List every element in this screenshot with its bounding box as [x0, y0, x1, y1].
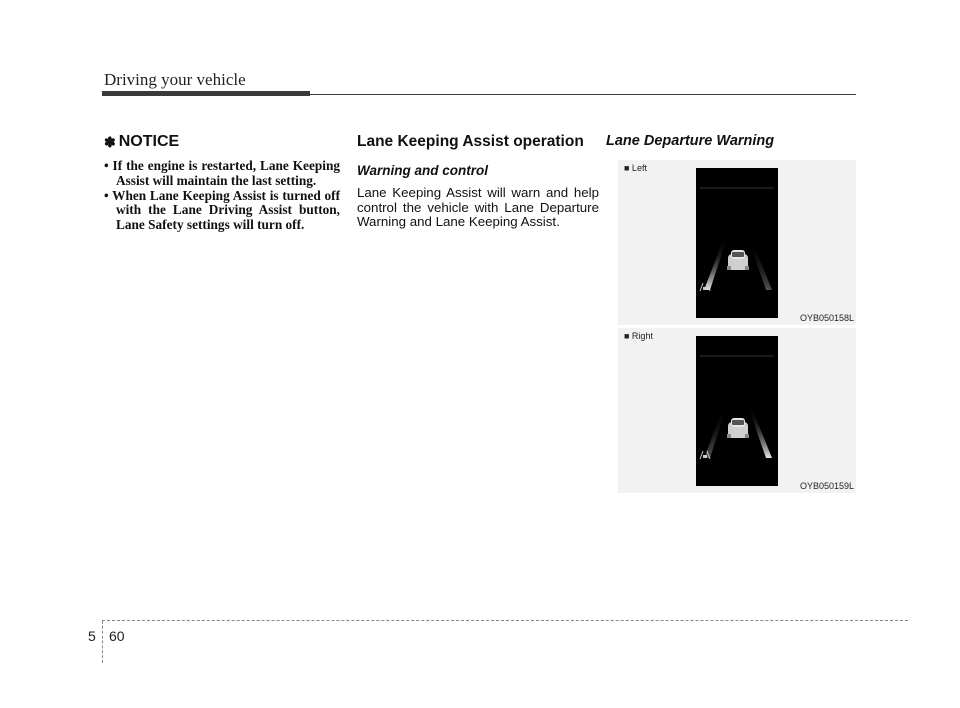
car-icon: [727, 418, 749, 438]
figure-left: [618, 160, 856, 325]
notice-box: [104, 133, 340, 233]
notice-title: NOTICE: [118, 133, 180, 150]
footer-page-number: 60: [109, 628, 125, 644]
cluster-display-left: [696, 168, 778, 318]
header-section-title: Driving your vehicle: [104, 70, 246, 89]
notice-list: [104, 159, 340, 233]
figure-right: [618, 328, 856, 493]
cluster-display-right: [696, 336, 778, 486]
operation-heading: Lane Keeping Assist operation: [357, 133, 584, 150]
footer-divider: [102, 621, 103, 663]
figure-left-code: OYB050158L: [799, 313, 854, 323]
lane-warning-right-illustration: [696, 336, 778, 486]
figure-right-label: ■ Right: [624, 331, 653, 341]
figure-right-code: OYB050159L: [799, 481, 854, 491]
notice-heading: [104, 133, 340, 151]
notice-item-1: • If the engine is restarted, Lane Keeping Assist will maintain the last setting.: [104, 158, 340, 188]
car-icon: [727, 250, 749, 270]
notice-item-2: • When Lane Keeping Assist is turned off with the Lane Driving Assist button, Lane Safety settings will turn off.: [104, 187, 340, 233]
header-rule-thick: [102, 91, 310, 96]
warning-control-subheading: Warning and control: [357, 163, 488, 178]
figure-left-label: ■ Left: [624, 163, 647, 173]
footer-rule: [102, 620, 908, 621]
operation-body: Lane Keeping Assist will warn and help control the vehicle with Lane Departure Warning and Lane Keeping Assist.: [357, 185, 599, 229]
lane-warning-left-illustration: [696, 168, 778, 318]
notice-star-icon: ✽: [104, 133, 116, 150]
footer-chapter-number: 5: [88, 628, 96, 644]
operation-column: [357, 133, 599, 230]
header-rule-thin: [310, 94, 856, 95]
ldw-heading: Lane Departure Warning: [606, 133, 775, 149]
